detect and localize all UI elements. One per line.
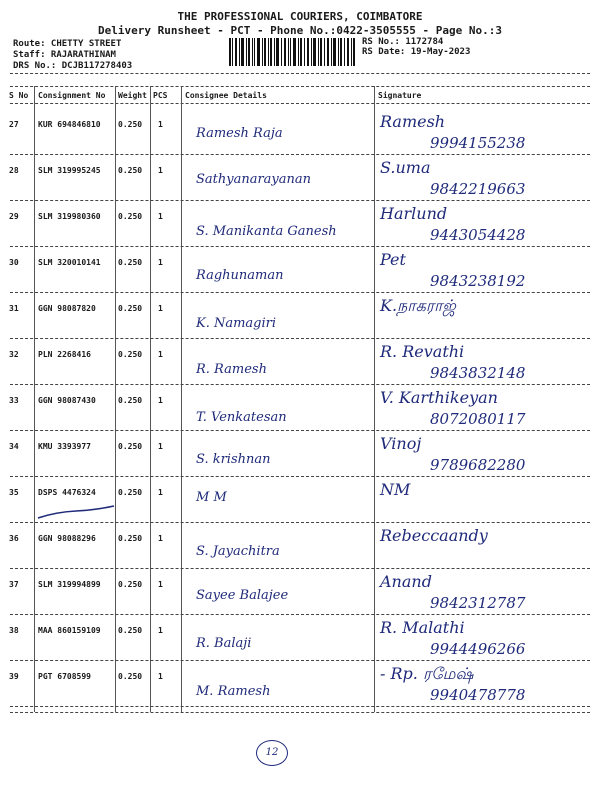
- pcs-value: 1: [158, 212, 163, 221]
- consignee-name: S. Manikanta Ganesh: [196, 224, 337, 239]
- table-row: [0, 570, 600, 614]
- row-divider: [10, 522, 590, 523]
- consignee-name: M. Ramesh: [196, 684, 271, 699]
- row-sno: 28: [9, 166, 19, 175]
- row-divider: [10, 154, 590, 155]
- weight-value: 0.250: [118, 672, 143, 681]
- column-header-divider: [10, 103, 590, 104]
- consignee-name: S. Jayachitra: [196, 544, 280, 559]
- weight-value: 0.250: [118, 166, 143, 175]
- recipient-phone: 9994155238: [430, 134, 526, 152]
- weight-value: 0.250: [118, 534, 143, 543]
- drs-number: DRS No.: DCJB117278403: [13, 61, 133, 71]
- pcs-value: 1: [158, 580, 163, 589]
- row-divider: [10, 246, 590, 247]
- recipient-phone: 9843238192: [430, 272, 526, 290]
- pcs-value: 1: [158, 488, 163, 497]
- table-row: [0, 662, 600, 706]
- recipient-signature: Anand: [380, 572, 432, 591]
- consignment-number: KUR 694846810: [38, 120, 101, 129]
- recipient-signature: Ramesh: [380, 112, 446, 131]
- pcs-value: 1: [158, 442, 163, 451]
- table-end-divider: [10, 712, 590, 713]
- recipient-phone: 9940478778: [430, 686, 526, 704]
- recipient-signature: R. Revathi: [380, 342, 465, 361]
- consignee-name: Ramesh Raja: [196, 126, 283, 141]
- row-sno: 30: [9, 258, 19, 267]
- consignment-number: SLM 320010141: [38, 258, 101, 267]
- weight-value: 0.250: [118, 212, 143, 221]
- table-row: [0, 294, 600, 338]
- document-subtitle: Delivery Runsheet - PCT - Phone No.:0422-3505555 - Page No.:3: [98, 24, 502, 37]
- consignee-name: R. Balaji: [196, 636, 252, 651]
- row-sno: 33: [9, 396, 19, 405]
- recipient-signature: R. Malathi: [380, 618, 465, 637]
- column-signature: Signature: [378, 91, 422, 100]
- consignment-number: MAA 860159109: [38, 626, 101, 635]
- barcode-image: [229, 38, 355, 66]
- row-divider: [10, 614, 590, 615]
- recipient-signature: V. Karthikeyan: [380, 388, 498, 407]
- pcs-value: 1: [158, 166, 163, 175]
- row-sno: 35: [9, 488, 19, 497]
- header-divider-top: [10, 73, 590, 74]
- table-row: [0, 524, 600, 568]
- row-sno: 32: [9, 350, 19, 359]
- weight-value: 0.250: [118, 350, 143, 359]
- document-title: THE PROFESSIONAL COURIERS, COIMBATORE: [177, 10, 423, 23]
- route-label: Route: CHETTY STREET: [13, 39, 122, 49]
- consignment-number: PGT 6708599: [38, 672, 91, 681]
- recipient-signature: S.uma: [380, 158, 431, 177]
- row-divider: [10, 568, 590, 569]
- recipient-signature: - Rp. ரமேஷ்: [380, 664, 474, 683]
- table-row: [0, 156, 600, 200]
- pcs-value: 1: [158, 258, 163, 267]
- consignment-number: SLM 319994899: [38, 580, 101, 589]
- consignee-name: Sayee Balajee: [196, 588, 289, 603]
- table-row: [0, 248, 600, 292]
- row-divider: [10, 430, 590, 431]
- row-divider: [10, 200, 590, 201]
- recipient-signature: NM: [380, 480, 411, 499]
- column-consignee-details: Consignee Details: [185, 91, 267, 100]
- recipient-phone: 9944496266: [430, 640, 526, 658]
- row-sno: 34: [9, 442, 19, 451]
- table-row: [0, 432, 600, 476]
- consignment-number: KMU 3393977: [38, 442, 91, 451]
- pcs-value: 1: [158, 626, 163, 635]
- table-row: [0, 340, 600, 384]
- header-divider: [10, 86, 590, 87]
- recipient-phone: 9443054428: [430, 226, 526, 244]
- weight-value: 0.250: [118, 120, 143, 129]
- staff-label: Staff: RAJARATHINAM: [13, 50, 116, 60]
- consignee-name: R. Ramesh: [196, 362, 267, 377]
- consignment-number: GGN 98087820: [38, 304, 96, 313]
- column-pcs: PCS: [153, 91, 168, 100]
- rs-date: RS Date: 19-May-2023: [362, 47, 471, 57]
- row-sno: 39: [9, 672, 19, 681]
- row-divider: [10, 706, 590, 707]
- pcs-value: 1: [158, 304, 163, 313]
- row-sno: 38: [9, 626, 19, 635]
- recipient-phone: 8072080117: [430, 410, 526, 428]
- table-row: [0, 386, 600, 430]
- weight-value: 0.250: [118, 396, 143, 405]
- page-stamp: 12: [256, 740, 288, 766]
- column-consignment: Consignment No: [38, 91, 106, 100]
- row-divider: [10, 384, 590, 385]
- weight-value: 0.250: [118, 488, 143, 497]
- rs-number: RS No.: 1172784: [362, 37, 444, 47]
- consignment-number: GGN 98088296: [38, 534, 96, 543]
- column-weight: Weight: [118, 91, 147, 100]
- consignment-number: GGN 98087430: [38, 396, 96, 405]
- table-row: [0, 202, 600, 246]
- recipient-phone: 9842312787: [430, 594, 526, 612]
- consignment-number: DSPS 4476324: [38, 488, 96, 497]
- row-divider: [10, 338, 590, 339]
- consignee-name: Sathyanarayanan: [196, 172, 312, 187]
- recipient-phone: 9843832148: [430, 364, 526, 382]
- consignee-name: S. krishnan: [196, 452, 271, 467]
- consignee-name: T. Venkatesan: [196, 410, 287, 425]
- weight-value: 0.250: [118, 442, 143, 451]
- recipient-signature: Pet: [380, 250, 406, 269]
- consignment-number: SLM 319995245: [38, 166, 101, 175]
- pcs-value: 1: [158, 396, 163, 405]
- recipient-signature: K.நாகராஜ்: [380, 296, 456, 315]
- row-sno: 31: [9, 304, 19, 313]
- pcs-value: 1: [158, 672, 163, 681]
- consignee-name: K. Namagiri: [196, 316, 277, 331]
- column-sno: S No: [9, 91, 29, 100]
- recipient-signature: Harlund: [380, 204, 448, 223]
- consignment-number: SLM 319980360: [38, 212, 101, 221]
- table-row: [0, 616, 600, 660]
- pcs-value: 1: [158, 120, 163, 129]
- recipient-signature: Rebeccaandy: [380, 526, 488, 545]
- weight-value: 0.250: [118, 626, 143, 635]
- pen-strike-mark: [36, 502, 116, 522]
- consignee-name: M M: [196, 490, 227, 505]
- row-sno: 37: [9, 580, 19, 589]
- weight-value: 0.250: [118, 304, 143, 313]
- row-sno: 27: [9, 120, 19, 129]
- recipient-phone: 9789682280: [430, 456, 526, 474]
- table-row: [0, 110, 600, 154]
- consignment-number: PLN 2268416: [38, 350, 91, 359]
- row-sno: 29: [9, 212, 19, 221]
- recipient-phone: 9842219663: [430, 180, 526, 198]
- row-divider: [10, 660, 590, 661]
- row-sno: 36: [9, 534, 19, 543]
- recipient-signature: Vinoj: [380, 434, 422, 453]
- consignee-name: Raghunaman: [196, 268, 284, 283]
- pcs-value: 1: [158, 534, 163, 543]
- weight-value: 0.250: [118, 580, 143, 589]
- row-divider: [10, 292, 590, 293]
- weight-value: 0.250: [118, 258, 143, 267]
- row-divider: [10, 476, 590, 477]
- pcs-value: 1: [158, 350, 163, 359]
